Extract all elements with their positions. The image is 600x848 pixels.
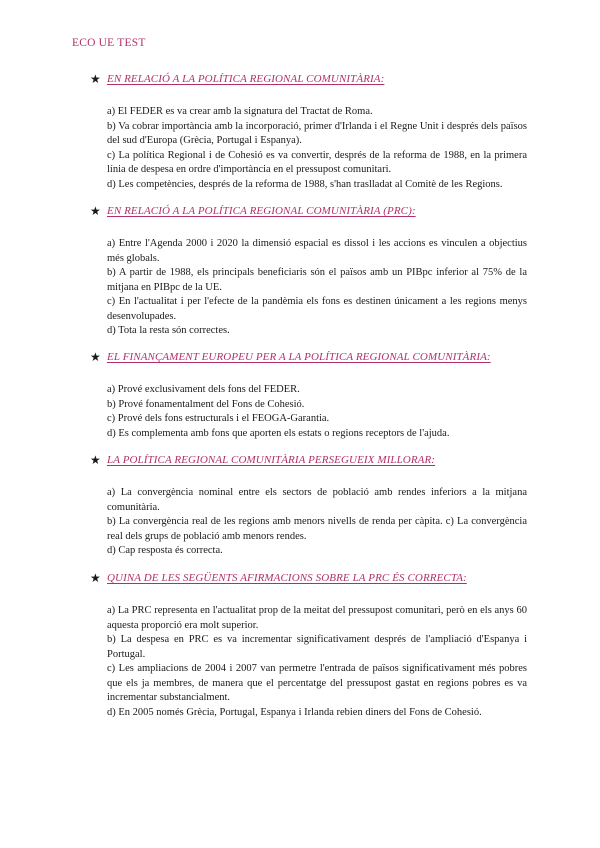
question-title: EN RELACIÓ A LA POLÍTICA REGIONAL COMUNITÀRIA (PRC): [107, 205, 416, 217]
answer-d: d) Es complementa amb fons que aporten els estats o regions receptors de l'ajuda. [107, 427, 450, 439]
answer-a: a) El FEDER es va crear amb la signatura del Tractat de Roma. [107, 106, 373, 117]
answer-b: b) Va cobrar importància amb la incorporació, primer d'Irlanda i el Regne Unit i després dels països del sud d'Europa (Grècia, Portugal i Espanya). [107, 120, 527, 146]
question-3 [0, 349, 600, 441]
star-bullet-icon: ★ [90, 72, 101, 86]
question-4 [0, 452, 600, 559]
star-bullet-icon: ★ [90, 453, 101, 467]
star-bullet-icon: ★ [90, 350, 101, 364]
question-title-row [0, 570, 600, 586]
answer-list [107, 604, 527, 720]
answer-c: c) La política Regional i de Cohesió es va convertir, després de la reforma de 1988, en la primera línia de despesa en ordre d'importància en el pressupost comunitari. [107, 149, 527, 175]
answer-a: a) Entre l'Agenda 2000 i 2020 la dimensió espacial es dissol i les accions es vinculen a objectius més globals. [107, 238, 527, 264]
page-header-title: ECO UE TEST [72, 37, 146, 49]
answer-c: d) Cap resposta és correcta. [107, 545, 223, 556]
answer-d: d) Tota la resta són correctes. [107, 325, 230, 336]
answer-d: d) En 2005 només Grècia, Portugal, Espanya i Irlanda rebien diners del Fons de Cohesió. [107, 706, 482, 718]
answer-b: b) La despesa en PRC es va incrementar significativament després de l'ampliació d'Espanya i Portugal. [107, 634, 527, 660]
question-title-row [0, 349, 600, 365]
answer-b: b) Prové fonamentalment del Fons de Cohesió. [107, 398, 305, 410]
answer-list [107, 486, 527, 559]
question-title: EL FINANÇAMENT EUROPEU PER A LA POLÍTICA REGIONAL COMUNITÀRIA: [107, 351, 491, 363]
answer-list [107, 105, 527, 192]
question-2 [0, 203, 600, 339]
question-5 [0, 570, 600, 720]
question-1 [0, 71, 600, 192]
question-title-row [0, 71, 600, 87]
answer-b: b) La convergència real de les regions amb menors nivells de renda per càpita. c) La convergència real dels grups de població amb menors rendes. [107, 516, 527, 542]
answer-c: c) Prové dels fons estructurals i el FEOGA-Garantia. [107, 413, 330, 424]
answer-a: a) Prové exclusivament dels fons del FEDER. [107, 384, 300, 395]
answer-b: b) A partir de 1988, els principals beneficiaris són el països amb un PIBpc inferior al 75% de la mitjana en PIBpc de la UE. [107, 267, 527, 293]
star-bullet-icon: ★ [90, 571, 101, 585]
question-title-row [0, 452, 600, 468]
answer-list [107, 383, 527, 441]
question-title: EN RELACIÓ A LA POLÍTICA REGIONAL COMUNITÀRIA: [107, 73, 385, 85]
question-title-row [0, 203, 600, 219]
answer-a: a) La convergència nominal entre els sectors de població amb rendes inferiors a la mitjana comunitària. [107, 487, 527, 513]
answer-d: d) Les competències, després de la reforma de 1988, s'han traslladat al Comitè de les Regions. [107, 178, 503, 190]
question-title: QUINA DE LES SEGÜENTS AFIRMACIONS SOBRE LA PRC ÉS CORRECTA: [107, 572, 467, 584]
answer-a: a) La PRC representa en l'actualitat prop de la meitat del pressupost comunitari, però en els anys 60 aquesta proporció era molt superior. [107, 605, 527, 631]
answer-c: c) En l'actualitat i per l'efecte de la pandèmia els fons es destinen únicament a les regions menys desenvolupades. [107, 296, 527, 322]
answer-list [107, 237, 527, 339]
question-title: LA POLÍTICA REGIONAL COMUNITÀRIA PERSEGUEIX MILLORAR: [107, 454, 436, 466]
star-bullet-icon: ★ [90, 204, 101, 218]
answer-c: c) Les ampliacions de 2004 i 2007 van permetre l'entrada de països significativament més pobres que els ja membres, de manera que el percentatge del pressupost gastat en regions pobres es va incrementar substancialment. [107, 663, 527, 703]
